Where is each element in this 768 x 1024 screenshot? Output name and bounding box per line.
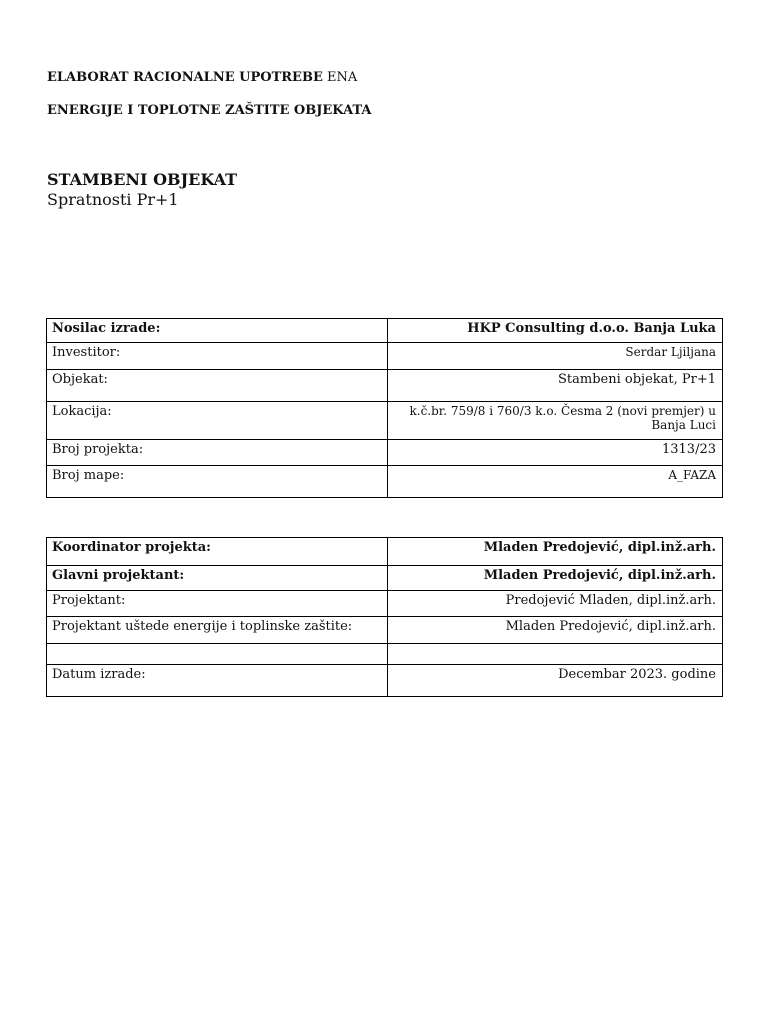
row-value: Decembar 2023. godine	[388, 665, 723, 697]
row-label: Projektant uštede energije i toplinske zaštite:	[47, 617, 388, 644]
row-label: Lokacija:	[47, 402, 388, 440]
document-title-line-1	[47, 70, 357, 85]
row-label: Broj projekta:	[47, 440, 388, 466]
table-row	[47, 566, 723, 591]
table-row	[47, 402, 723, 440]
table-row	[47, 466, 723, 498]
table-row	[47, 617, 723, 644]
row-value	[388, 644, 723, 665]
table-row	[47, 319, 723, 343]
row-value: 1313/23	[388, 440, 723, 466]
row-label	[47, 644, 388, 665]
table-row	[47, 591, 723, 617]
table-row	[47, 343, 723, 370]
project-info-table	[46, 318, 723, 498]
row-label: Glavni projektant:	[47, 566, 388, 591]
row-value: k.č.br. 759/8 i 760/3 k.o. Česma 2 (novi premjer) u Banja Luci	[388, 402, 723, 440]
table-row	[47, 644, 723, 665]
document-title-bold: ELABORAT RACIONALNE UPOTREBE	[47, 70, 323, 85]
row-label: Investitor:	[47, 343, 388, 370]
row-value: Stambeni objekat, Pr+1	[388, 370, 723, 402]
row-label: Objekat:	[47, 370, 388, 402]
row-value: Mladen Predojević, dipl.inž.arh.	[388, 566, 723, 591]
row-value: A_FAZA	[388, 466, 723, 498]
object-subtitle: Spratnosti Pr+1	[47, 190, 179, 209]
row-label: Koordinator projekta:	[47, 538, 388, 566]
table-row	[47, 538, 723, 566]
object-title: STAMBENI OBJEKAT	[47, 170, 238, 189]
row-value: Serdar Ljiljana	[388, 343, 723, 370]
document-title-suffix: ENA	[322, 70, 358, 85]
row-value: HKP Consulting d.o.o. Banja Luka	[388, 319, 723, 343]
table-row	[47, 665, 723, 697]
row-label: Broj mape:	[47, 466, 388, 498]
document-title-line-2: ENERGIJE I TOPLOTNE ZAŠTITE OBJEKATA	[47, 103, 372, 118]
row-label: Projektant:	[47, 591, 388, 617]
row-value: Mladen Predojević, dipl.inž.arh.	[388, 617, 723, 644]
table-row	[47, 370, 723, 402]
project-team-table	[46, 537, 723, 697]
row-label: Datum izrade:	[47, 665, 388, 697]
row-label: Nosilac izrade:	[47, 319, 388, 343]
row-value: Predojević Mladen, dipl.inž.arh.	[388, 591, 723, 617]
row-value: Mladen Predojević, dipl.inž.arh.	[388, 538, 723, 566]
table-row	[47, 440, 723, 466]
